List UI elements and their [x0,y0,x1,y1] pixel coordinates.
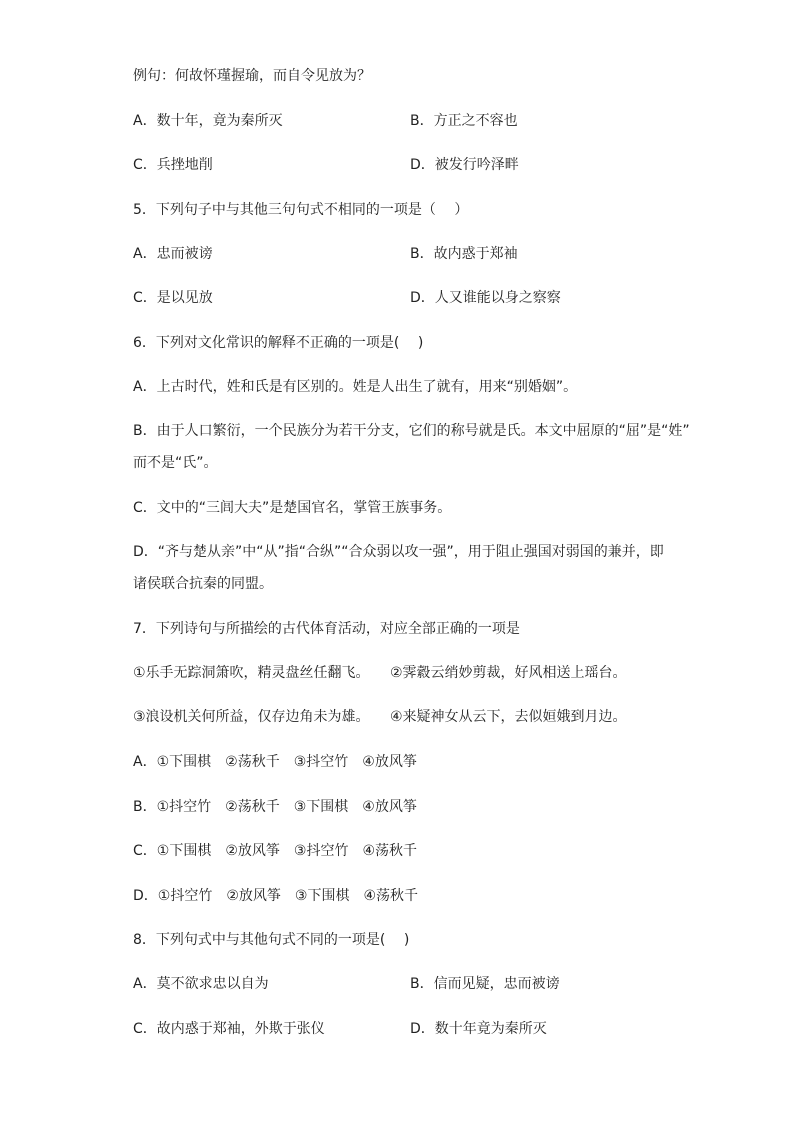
option-part: ③下围棋 [294,888,350,904]
option-a: A．莫不欲求忠以自为 [133,976,269,992]
option-part: B．①抖空竹 [133,799,212,815]
q6-option-d-line-1: D．“齐与楚从亲”中“从”指“合纵”“合众弱以攻一强”，用于阻止强国对弱国的兼并，即 [133,544,664,560]
option-part: ③抖空竹 [293,843,349,859]
example-sentence: 例句：何故怀瑾握瑜，而自令见放为？ [133,68,371,84]
option-part: ④荡秋千 [362,843,418,859]
q4-options-row-2 [133,155,519,175]
option-c: C．故内惑于郑袖，外欺于张仪 [133,1021,325,1037]
option-part: ②荡秋千 [225,754,280,770]
option-part: ④放风筝 [362,799,417,815]
q6-option-b-line-1: B．由于人口繁衍，一个民族分为若干分支，它们的称号就是氏。本文中屈原的“屈”是“姓” [133,423,690,439]
option-b: B．方正之不容也 [410,113,518,129]
option-c: C．兵挫地削 [133,157,213,173]
q5-options-row-1 [133,244,518,264]
option-part: ④放风筝 [362,754,417,770]
option-part: ③抖空竹 [293,754,349,770]
option-part: D．①抖空竹 [133,888,213,904]
q7-option-a [133,752,431,772]
option-part: ②荡秋千 [225,799,280,815]
option-d: D．人又谁能以身之察察 [410,290,561,306]
q7-poem-row-2 [133,707,627,727]
option-part: C．①下围棋 [133,843,212,859]
poem-line-4: ④来疑神女从云下，去似姮娥到月边。 [390,709,627,725]
option-part: ②放风筝 [226,888,281,904]
q7-stem: 7．下列诗句与所描绘的古代体育活动，对应全部正确的一项是 [133,621,520,637]
option-part: ②放风筝 [225,843,280,859]
option-part: ③下围棋 [293,799,349,815]
q5-options-row-2 [133,288,561,308]
q7-option-b [133,797,431,817]
q6-option-c: C．文中的“三闾大夫”是楚国官名，掌管王族事务。 [133,500,452,516]
option-b: B．信而见疑，忠而被谤 [410,976,560,992]
q8-stem: 8．下列句式中与其他句式不同的一项是( ) [133,932,410,948]
q7-poem-row-1 [133,663,627,683]
q7-option-d [133,886,432,906]
q5-stem: 5．下列句子中与其他三句句式不相同的一项是（ ） [133,202,469,218]
option-part: A．①下围棋 [133,754,212,770]
option-part: ④荡秋千 [363,888,419,904]
poem-line-3: ③浪设机关何所益，仅存边角未为雄。 [133,709,370,725]
option-d: D．被发行吟泽畔 [410,157,519,173]
poem-line-2: ②霁縠云绡妙剪裁，好风相送上瑶台。 [390,665,627,681]
option-a: A．忠而被谤 [133,246,213,262]
q6-option-a: A．上古时代，姓和氏是有区别的。姓是人出生了就有，用来“别婚姻”。 [133,379,578,395]
q7-option-c [133,841,431,861]
option-d: D．数十年竟为秦所灭 [410,1021,547,1037]
q8-options-row-2 [133,1019,547,1039]
poem-line-1: ①乐手无踪洞箫吹，精灵盘丝任翻飞。 [133,665,370,681]
q4-options-row-1 [133,111,518,131]
q6-option-b-line-2: 而不是“氏”。 [133,455,218,471]
option-c: C．是以见放 [133,290,213,306]
q6-stem: 6．下列对文化常识的解释不正确的一项是( ) [133,335,424,351]
q6-option-d-line-2: 诸侯联合抗秦的同盟。 [133,576,273,592]
option-a: A．数十年，竟为秦所灭 [133,113,283,129]
q8-options-row-1 [133,974,560,994]
option-b: B．故内惑于郑袖 [410,246,518,262]
